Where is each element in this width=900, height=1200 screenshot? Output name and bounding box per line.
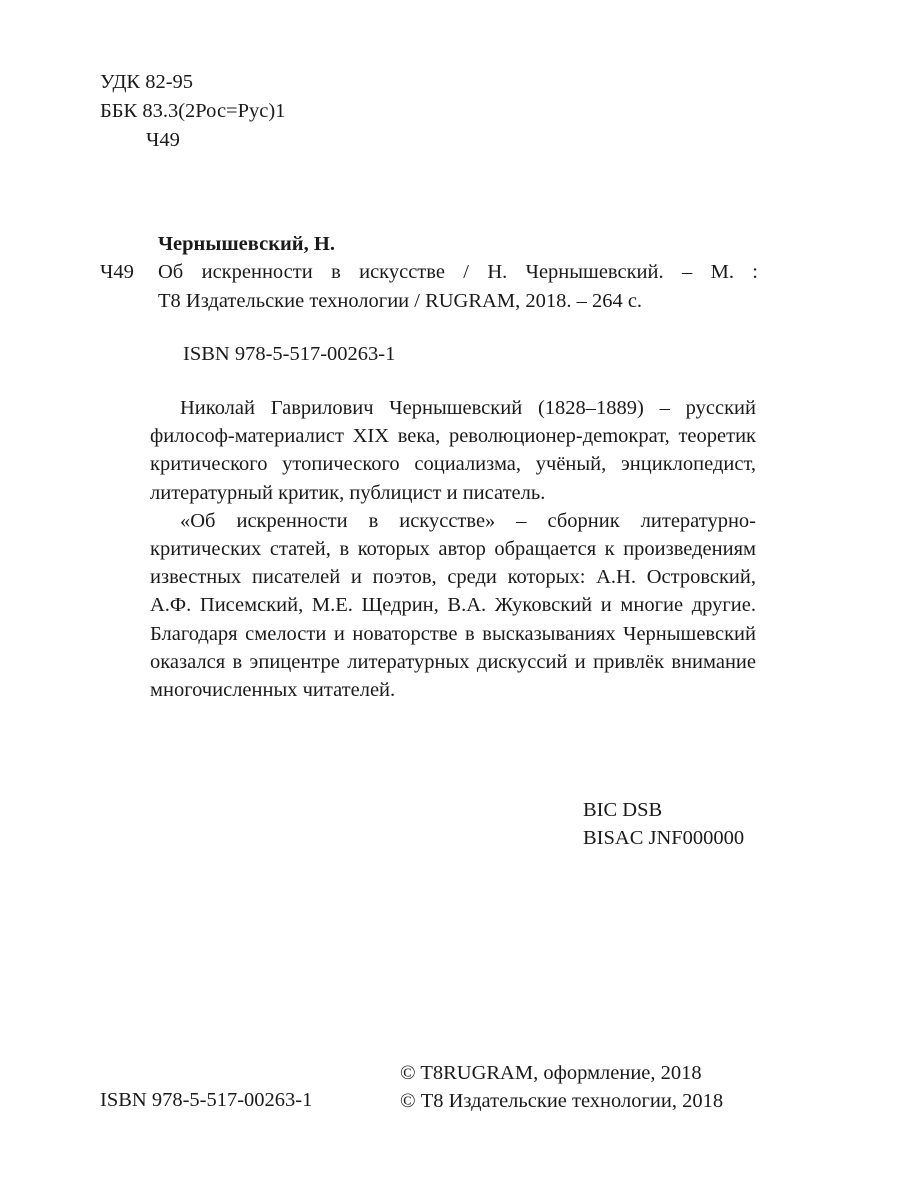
copyright-design: © T8RUGRAM, оформление, 2018 (400, 1062, 702, 1084)
author-cutter-code: Ч49 (100, 261, 134, 283)
bic-code: BIC DSB (583, 799, 663, 821)
udk-code: УДК 82-95 (100, 71, 194, 93)
isbn-record: ISBN 978-5-517-00263-1 (183, 343, 396, 365)
cutter-code: Ч49 (146, 129, 180, 151)
bbk-code: ББК 83.3(2Рос=Рус)1 (100, 100, 286, 122)
author-heading: Чернышевский, Н. (158, 233, 335, 255)
bibliographic-line-2: Т8 Издательские технологии / RUGRAM, 2018. – 264 с. (158, 290, 643, 312)
subject-codes (583, 796, 744, 852)
bibliographic-line-1: Об искренности в искусстве / Н. Чернышевский. – М. : (158, 261, 758, 283)
copyright-block (400, 1059, 723, 1115)
bisac-code: BISAC JNF000000 (583, 827, 745, 849)
annotation (150, 394, 756, 704)
annotation-paragraph-2: «Об искренности в искусстве» – сборник литературно-критических статей, в которых автор обращается к произведениям известных писателей и поэтов, среди которых: А.Н. Островский, А.Ф. Писемский, М.Е. Щедрин, В.А. Жуковский и многие другие. Благодаря смелости и новаторстве в высказываниях Чернышевский оказался в эпицентре литературных дискуссий и привлёк внимание многочисленных читателей. (150, 509, 756, 702)
isbn-footer: ISBN 978-5-517-00263-1 (100, 1089, 313, 1111)
copyright-publisher: © Т8 Издательские технологии, 2018 (400, 1090, 724, 1112)
annotation-paragraph-1: Николай Гаврилович Чернышевский (1828–1889) – русский философ-материалист XIX века, революционер-деmократ, теоретик критического утопического социализма, учёный, энциклопедист, литературный критик, публицист и писатель. (150, 397, 756, 504)
